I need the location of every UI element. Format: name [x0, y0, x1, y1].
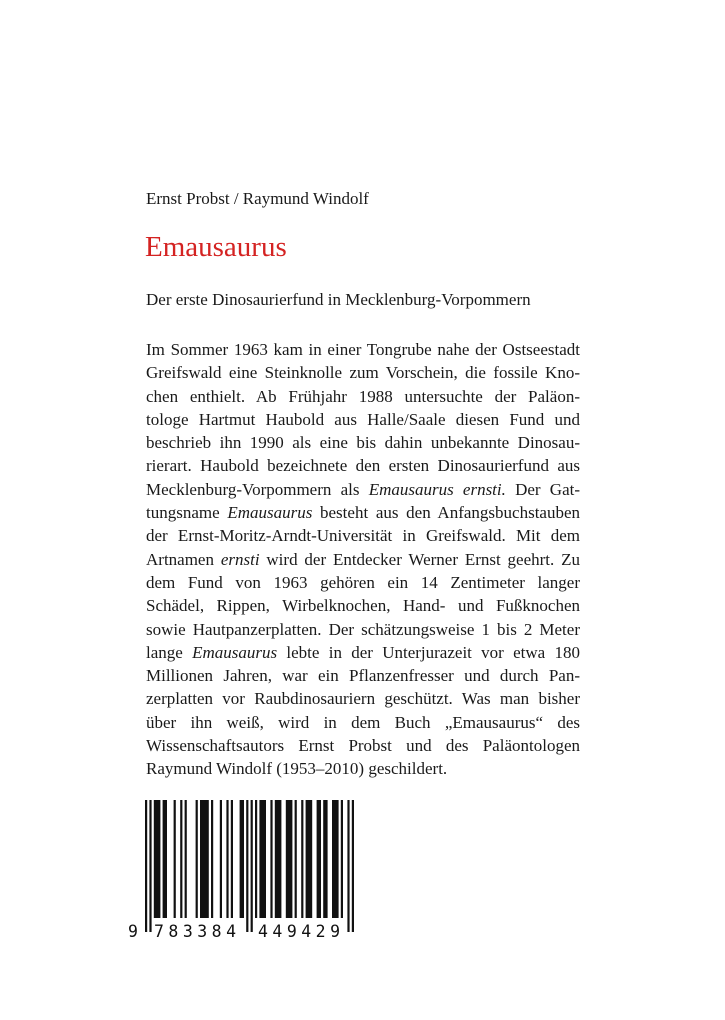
- barcode-bar: [323, 800, 327, 918]
- species-name: Emausaurus ernsti.: [368, 479, 506, 499]
- blurb-line: Im Sommer 1963 kam in einer Tongrube nahe der Ostseestadt: [146, 340, 580, 359]
- blurb-line: beschrieb ihn 1990 als eine bis dahin unbekannte Dinosau-: [146, 433, 580, 453]
- species-epithet: ernsti: [220, 549, 260, 569]
- barcode-bar: [231, 800, 233, 918]
- genus-name: Emausaurus: [227, 503, 313, 523]
- book-title: Emausaurus: [145, 231, 287, 263]
- barcode-bar: [306, 800, 313, 918]
- barcode-bar: [211, 800, 213, 918]
- barcode-first-digit: 9: [128, 922, 138, 941]
- barcode-bars: [145, 800, 354, 932]
- blurb-line: rierart. Haubold bezeichnete den ersten Dinosaurierfund aus: [146, 456, 580, 476]
- barcode-guard-bar: [145, 800, 147, 932]
- blurb-text: [146, 338, 580, 781]
- barcode-guard-bar: [149, 800, 151, 932]
- blurb-line: über ihn weiß, wird in dem Buch „Emausaurus“ des: [146, 712, 580, 732]
- blurb-line: Millionen Jahren, war ein Pflanzenfresser und durch Pan-: [146, 666, 580, 686]
- barcode-bar: [286, 800, 293, 918]
- blurb-line: Mecklenburg-Vorpommern als Emausaurus ernsti. Der Gat-: [146, 479, 580, 499]
- barcode-bar: [240, 800, 244, 918]
- barcode-bar: [317, 800, 321, 918]
- blurb-line: Schädel, Rippen, Wirbelknochen, Hand- und Fußknochen: [146, 596, 580, 616]
- barcode-guard-bar: [352, 800, 354, 932]
- barcode-bar: [301, 800, 303, 918]
- barcode-guard-bar: [347, 800, 349, 932]
- blurb-line: Greifswald eine Steinknolle zum Vorschein, die fossile Kno-: [146, 363, 580, 383]
- author-line: Ernst Probst / Raymund Windolf: [146, 189, 369, 208]
- barcode-bar: [341, 800, 343, 918]
- blurb-line: der Ernst-Moritz-Arndt-Universität in Greifswald. Mit dem: [146, 526, 580, 546]
- blurb-line: dem Fund von 1963 gehören ein 14 Zentimeter langer: [146, 572, 580, 592]
- barcode-bar: [259, 800, 266, 918]
- barcode-guard-bar: [251, 800, 253, 932]
- blurb-line: zerplatten vor Raubdinosauriern geschützt. Was man bisher: [146, 689, 580, 709]
- blurb-line: Wissenschaftsautors Ernst Probst und des Paläontologen: [146, 736, 580, 756]
- blurb-line: tungsname Emausaurus besteht aus den Anfangsbuchstauben: [146, 503, 581, 523]
- barcode-bar: [275, 800, 282, 918]
- barcode-bar: [163, 800, 167, 918]
- barcode-right-digits: 449429: [258, 922, 340, 941]
- barcode-left-digits: 783384: [154, 922, 236, 941]
- barcode-bar: [185, 800, 187, 918]
- barcode-bar: [295, 800, 297, 918]
- blurb-line: Artnamen ernsti wird der Entdecker Werner Ernst geehrt. Zu: [146, 549, 580, 569]
- barcode-bar: [200, 800, 209, 918]
- barcode-bar: [226, 800, 228, 918]
- blurb-line: Raymund Windolf (1953–2010) geschildert.: [146, 759, 448, 779]
- barcode-bar: [255, 800, 257, 918]
- blurb-line: tologe Hartmut Haubold aus Halle/Saale diesen Fund und: [146, 409, 580, 429]
- barcode-bar: [174, 800, 176, 918]
- blurb-line: chen enthielt. Ab Frühjahr 1988 untersuchte der Paläon-: [146, 386, 580, 406]
- book-subtitle: Der erste Dinosaurierfund in Mecklenburg-Vorpommern: [146, 290, 531, 309]
- isbn-barcode: [128, 796, 362, 946]
- barcode-graphic: [128, 796, 362, 946]
- blurb-line: lange Emausaurus lebte in der Unterjurazeit vor etwa 180: [146, 642, 580, 662]
- barcode-bar: [270, 800, 272, 918]
- barcode-guard-bar: [246, 800, 248, 932]
- blurb-line: sowie Hautpanzerplatten. Der schätzungsweise 1 bis 2 Meter: [146, 619, 580, 639]
- genus-name: Emausaurus: [192, 642, 278, 662]
- barcode-bar: [332, 800, 339, 918]
- barcode-bar: [196, 800, 198, 918]
- barcode-bar: [180, 800, 182, 918]
- barcode-bar: [154, 800, 161, 918]
- barcode-bar: [220, 800, 222, 918]
